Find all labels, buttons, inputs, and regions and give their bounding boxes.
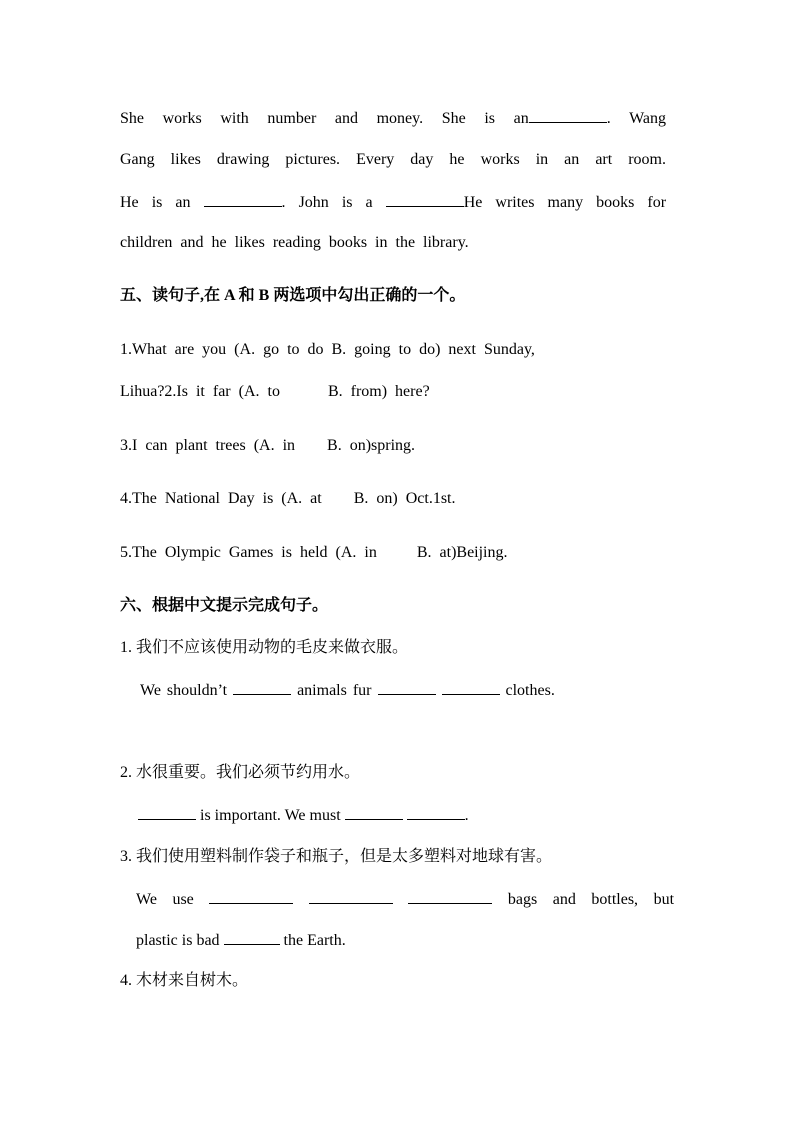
answer-blank[interactable] [204,192,282,207]
passage-line-4: children and he likes reading books in the library. [120,234,469,251]
answer-blank[interactable] [233,680,291,695]
answer-blank[interactable] [529,108,607,123]
question-2-english: is important. We must . [138,805,469,826]
answer-blank[interactable] [209,889,293,904]
answer-blank[interactable] [224,930,280,945]
passage-line-3: He is an . John is a He writes many books for [120,194,667,211]
answer-blank[interactable] [408,889,492,904]
question-3-english-line-1: We use bags and bottles, but [136,891,675,908]
answer-blank[interactable] [407,805,465,820]
passage-line-2: Gang likes drawing pictures. Every day he works in an art room. [120,151,666,168]
question-1-line-2: Lihua?2.Is it far (A. to B. from) here? [120,383,430,400]
answer-blank[interactable] [378,680,436,695]
question-3-english-line-2: plastic is bad the Earth. [136,932,346,949]
answer-blank[interactable] [442,680,500,695]
question-3-chinese: 3. 我们使用塑料制作袋子和瓶子，但是太多塑料对地球有害。 [120,848,553,865]
answer-blank[interactable] [386,192,464,207]
question-4-chinese: 4. 木材来自树木。 [120,972,249,989]
question-3: 3.I can plant trees (A. in B. on)spring. [120,437,416,454]
answer-blank[interactable] [138,805,196,820]
answer-blank[interactable] [309,889,393,904]
question-4: 4.The National Day is (A. at B. on) Oct.1st. [120,490,456,507]
question-1-english: We shouldn’t animals fur clothes. [140,682,555,699]
passage-line-1: She works with number and money. She is an . Wang [120,110,666,127]
question-1-chinese: 1. 我们不应该使用动物的毛皮来做衣服。 [120,639,409,656]
question-1-line-1: 1.What are you (A. go to do B. going to do) next Sunday, [120,341,535,358]
answer-blank[interactable] [345,805,403,820]
section-5-title: 五、读句子,在 A 和 B 两选项中勾出正确的一个。 [120,287,466,304]
question-2-chinese: 2. 水很重要。我们必须节约用水。 [120,764,361,781]
question-5: 5.The Olympic Games is held (A. in B. at)Beijing. [120,544,508,561]
section-6-title: 六、根据中文提示完成句子。 [120,597,329,614]
